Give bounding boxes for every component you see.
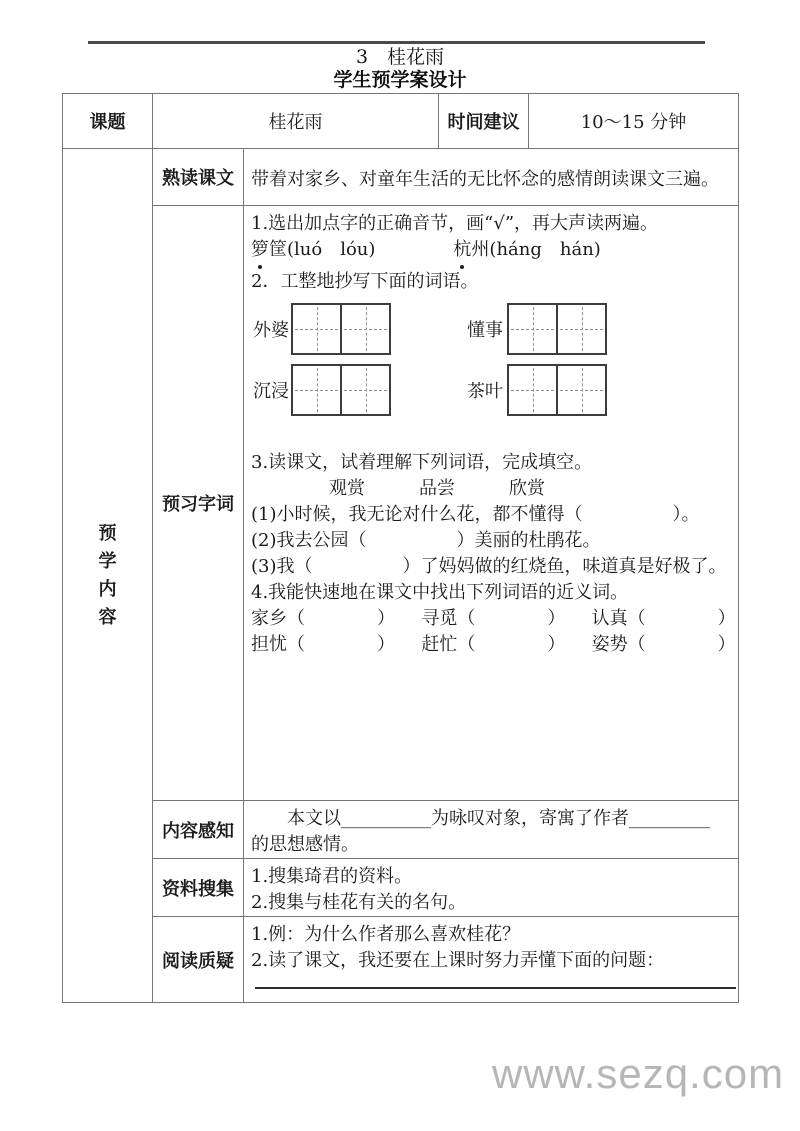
page-subtitle: 学生预学案设计 — [333, 69, 467, 91]
copy-grid-row — [253, 302, 732, 356]
pinyin-line — [251, 237, 732, 269]
table-row-read-aloud — [63, 149, 739, 206]
copy-grid-row — [253, 363, 732, 417]
synonym-item: 家乡（ ） — [251, 608, 395, 629]
reading-question-example: 1.例：为什么作者那么喜欢桂花？ — [251, 924, 521, 945]
left-column-preview-content — [63, 149, 153, 1003]
word1-pinyin: 筐(luó lóu) — [269, 239, 376, 260]
synonym-row — [251, 632, 736, 658]
question-1: 1.选出加点字的正确音节，画“√”，再大声读两遍。 — [251, 213, 659, 234]
content-sense-cell — [244, 801, 739, 859]
table-row-preview-words — [63, 206, 739, 801]
vertical-title-char: 预 — [98, 522, 117, 544]
writing-grid — [507, 364, 607, 416]
copy-word-label: 沉浸 — [253, 381, 289, 402]
copy-word-label: 懂事 — [467, 320, 503, 341]
question-4: 4.我能快速地在课文中找出下列词语的近义词。 — [251, 582, 629, 603]
word2-pinyin: 州(háng hán) — [471, 239, 601, 260]
top-rule — [88, 41, 705, 44]
synonym-item: 担忧（ ） — [251, 634, 395, 655]
row-label-read-text: 熟读课文 — [153, 149, 244, 206]
emphasis-dot-char: 杭 — [453, 237, 471, 263]
header-table — [62, 93, 739, 149]
vertical-title-char: 容 — [98, 606, 117, 628]
fill-blank-item: (3)我（ ）了妈妈做的红烧鱼，味道真是好极了。 — [251, 556, 727, 577]
content-sense-line2: 的思想感情。 — [251, 834, 359, 855]
material-item: 1.搜集琦君的资料。 — [251, 866, 413, 887]
lesson-title: 3 桂花雨 — [355, 46, 445, 68]
fill-blank-item: (2)我去公园（ ）美丽的杜鹃花。 — [251, 530, 601, 551]
writing-square — [507, 364, 558, 416]
emphasis-dot-char: 箩 — [251, 237, 269, 263]
reading-questions-cell — [244, 917, 739, 1003]
time-suggestion-value: 10～15 分钟 — [529, 94, 739, 149]
vertical-title — [63, 520, 152, 632]
row-label-content-sense: 内容感知 — [153, 801, 244, 859]
writing-square — [291, 364, 342, 416]
question-3: 3.读课文，试着理解下列词语，完成填空。 — [251, 452, 593, 473]
answer-blank-line — [255, 987, 736, 989]
writing-square — [340, 364, 391, 416]
writing-square — [556, 364, 607, 416]
reading-question-prompt: 2.读了课文，我还要在上课时努力弄懂下面的问题： — [251, 950, 665, 971]
writing-square — [507, 303, 558, 355]
writing-grid — [291, 303, 391, 355]
table-row — [63, 94, 739, 149]
read-text-cell — [244, 149, 739, 206]
body-table — [62, 148, 739, 1003]
watermark: www.sezq.com — [492, 1050, 785, 1097]
copy-word-label: 外婆 — [253, 320, 289, 341]
writing-square — [556, 303, 607, 355]
writing-grid — [291, 364, 391, 416]
table-row-content-sense — [63, 801, 739, 859]
read-text-instruction: 带着对家乡、对童年生活的无比怀念的感情朗读课文三遍。 — [251, 168, 719, 190]
content-sense-line1: 本文以__________为咏叹对象，寄寓了作者_________ — [287, 808, 710, 829]
vertical-title-char: 学 — [98, 550, 117, 572]
material-collect-cell — [244, 859, 739, 917]
question-3-options: 观赏 品尝 欣赏 — [329, 478, 545, 499]
topic-label: 课题 — [63, 94, 153, 149]
row-label-reading-questions: 阅读质疑 — [153, 917, 244, 1003]
question-2: 2．工整地抄写下面的词语。 — [251, 271, 479, 292]
row-label-material-collect: 资料搜集 — [153, 859, 244, 917]
writing-square — [291, 303, 342, 355]
synonym-item: 赶忙（ ） — [421, 634, 566, 655]
table-row-reading-questions — [63, 917, 739, 1003]
writing-grid — [507, 303, 607, 355]
time-suggestion-label: 时间建议 — [439, 94, 529, 149]
synonym-item: 姿势（ ） — [591, 634, 736, 655]
vertical-title-char: 内 — [98, 578, 117, 600]
synonym-item: 认真（ ） — [591, 608, 736, 629]
material-item: 2.搜集与桂花有关的名句。 — [251, 892, 467, 913]
copy-word-label: 茶叶 — [467, 381, 503, 402]
writing-square — [340, 303, 391, 355]
topic-value: 桂花雨 — [153, 94, 439, 149]
synonym-row — [251, 606, 736, 632]
fill-blank-item: (1)小时候，我无论对什么花，都不懂得（ ）。 — [251, 504, 700, 525]
synonym-item: 寻觅（ ） — [421, 608, 566, 629]
preview-words-cell — [244, 206, 739, 801]
table-row-material-collect — [63, 859, 739, 917]
row-label-preview-words: 预习字词 — [153, 206, 244, 801]
